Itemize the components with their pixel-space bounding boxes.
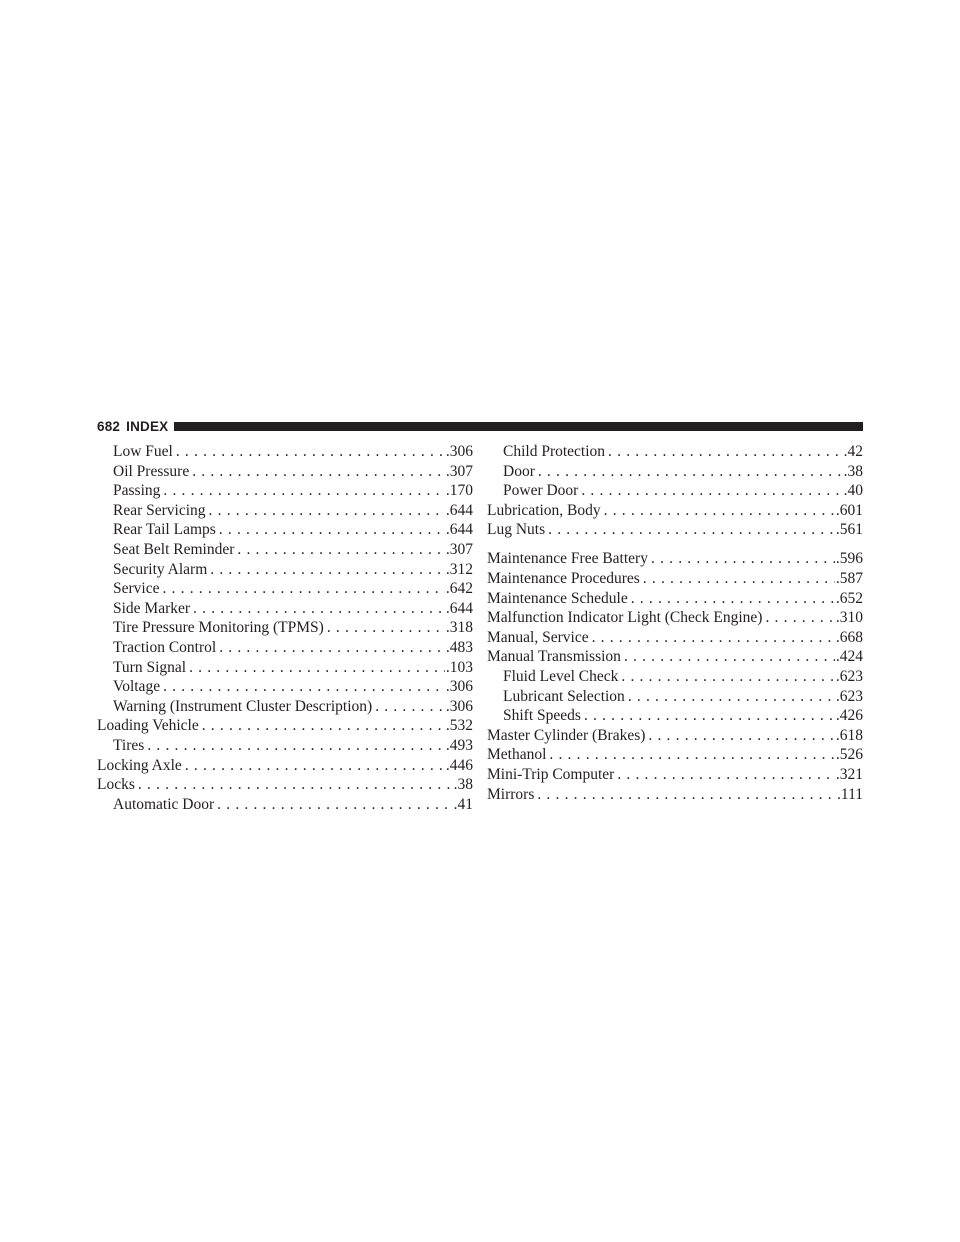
dot-leader [548, 520, 835, 540]
index-subentry [487, 481, 863, 501]
index-entry [487, 520, 863, 540]
dot-leader [162, 579, 444, 599]
index-subentry [97, 795, 473, 815]
entry-label: Door [503, 462, 535, 480]
dot-leader [217, 795, 452, 815]
dot-leader [210, 560, 445, 580]
entry-page-number: .42 [843, 443, 863, 460]
entry-label: Maintenance Free Battery [487, 550, 648, 568]
entry-label: Child Protection [503, 443, 606, 460]
entry-label: Traction Control [113, 638, 217, 656]
dot-leader [219, 520, 445, 540]
entry-page-number: .310 [835, 609, 863, 627]
dot-leader [375, 697, 445, 717]
entry-label: Locks [97, 776, 135, 794]
section-title: INDEX [126, 418, 169, 434]
index-subentry [487, 706, 863, 726]
dot-leader [584, 706, 835, 726]
entry-label: Power Door [503, 482, 579, 500]
entry-label: Locking Axle [97, 756, 182, 774]
dot-leader [624, 647, 835, 667]
entry-page-number: .307 [445, 462, 473, 480]
page-number: 682 [97, 418, 121, 434]
entry-label: Turn Signal [113, 658, 187, 676]
dot-leader [549, 745, 834, 765]
entry-page-number: .618 [835, 726, 863, 744]
entry-label: Maintenance Procedures [487, 569, 640, 587]
entry-page-number: .601 [835, 501, 863, 519]
index-subentry [487, 462, 863, 482]
entry-page-number: .483 [445, 638, 473, 656]
dot-leader [648, 726, 834, 746]
index-subentry [97, 677, 473, 697]
header-rule [174, 422, 863, 431]
entry-page-number: .644 [445, 521, 473, 539]
index-subentry [487, 442, 863, 462]
dot-leader [163, 481, 445, 501]
dot-leader [538, 462, 843, 482]
index-entry [487, 785, 863, 805]
dot-leader [147, 736, 445, 756]
index-column-right [487, 442, 863, 804]
entry-label: Automatic Door [113, 795, 215, 813]
dot-leader [193, 599, 445, 619]
entry-label: Warning (Instrument Cluster Description) [113, 697, 373, 715]
entry-label: Manual Transmission [487, 648, 621, 666]
index-subentry [97, 658, 473, 678]
entry-label: Malfunction Indicator Light (Check Engine) [487, 609, 763, 627]
entry-page-number: .318 [445, 619, 473, 637]
entry-label: Maintenance Schedule [487, 589, 628, 607]
index-subentry [97, 481, 473, 501]
dot-leader [537, 785, 836, 805]
dot-leader [631, 589, 835, 609]
index-column-left [97, 442, 473, 814]
entry-page-number: .644 [445, 599, 473, 617]
dot-leader [219, 638, 445, 658]
entry-label: Service [113, 580, 160, 598]
dot-leader [604, 501, 835, 521]
entry-page-number: .38 [843, 462, 863, 480]
entry-label: Voltage [113, 678, 161, 696]
entry-page-number: .170 [445, 482, 473, 500]
entry-page-number: .41 [453, 795, 473, 813]
entry-page-number: .642 [445, 580, 473, 598]
index-subentry [97, 736, 473, 756]
entry-page-number: .307 [445, 540, 473, 558]
index-entry [487, 569, 863, 589]
entry-label: Lubricant Selection [503, 687, 625, 705]
entry-label: Side Marker [113, 599, 191, 617]
index-entry [97, 775, 473, 795]
entry-page-number: .652 [835, 589, 863, 607]
entry-page-number: .312 [445, 560, 473, 578]
entry-page-number: .103 [445, 658, 473, 676]
dot-leader [176, 442, 445, 462]
dot-leader [189, 658, 445, 678]
entry-page-number: .561 [835, 521, 863, 539]
index-entry [97, 716, 473, 736]
entry-label: Methanol [487, 746, 547, 764]
index-subentry [97, 520, 473, 540]
entry-label: Lubrication, Body [487, 501, 601, 519]
dot-leader [138, 775, 453, 795]
entry-page-number: .306 [445, 697, 473, 715]
entry-label: Rear Tail Lamps [113, 521, 216, 539]
index-entry [487, 745, 863, 765]
entry-page-number: .532 [445, 717, 473, 735]
entry-page-number: .668 [835, 628, 863, 646]
index-entry [487, 589, 863, 609]
dot-leader [765, 608, 834, 628]
index-subentry [97, 697, 473, 717]
index-entry [487, 608, 863, 628]
dot-leader [608, 442, 843, 462]
index-subentry [97, 638, 473, 658]
entry-page-number: .306 [445, 443, 473, 460]
entry-label: Seat Belt Reminder [113, 540, 235, 558]
index-subentry [97, 618, 473, 638]
entry-page-number: .111 [837, 785, 863, 803]
dot-leader [628, 687, 835, 707]
entry-page-number: .38 [453, 776, 473, 794]
dot-leader [581, 481, 842, 501]
index-entry [97, 756, 473, 776]
entry-label: Loading Vehicle [97, 717, 199, 735]
entry-page-number: .644 [445, 501, 473, 519]
entry-label: Fluid Level Check [503, 667, 619, 685]
index-subentry [97, 442, 473, 462]
dot-leader [237, 540, 444, 560]
index-subentry [487, 667, 863, 687]
entry-label: Tires [113, 736, 145, 754]
entry-page-number: .321 [835, 765, 863, 783]
entry-page-number: .623 [835, 667, 863, 685]
entry-label: Security Alarm [113, 560, 208, 578]
dot-leader [651, 549, 835, 569]
entry-label: Lug Nuts [487, 521, 546, 539]
entry-label: Mini-Trip Computer [487, 765, 615, 783]
index-entry [487, 726, 863, 746]
dot-leader [192, 462, 445, 482]
dot-leader [592, 628, 835, 648]
index-subentry [487, 687, 863, 707]
dot-leader [202, 716, 445, 736]
entry-page-number: .306 [445, 678, 473, 696]
index-entry [487, 540, 863, 569]
index-entry [487, 765, 863, 785]
index-subentry [97, 560, 473, 580]
index-subentry [97, 599, 473, 619]
dot-leader [209, 501, 445, 521]
dot-leader [163, 677, 445, 697]
dot-leader [617, 765, 835, 785]
entry-label: Master Cylinder (Brakes) [487, 726, 646, 744]
entry-label: Passing [113, 482, 161, 500]
entry-label: Tire Pressure Monitoring (TPMS) [113, 619, 324, 637]
entry-page-number: .596 [835, 550, 863, 568]
entry-page-number: .446 [445, 756, 473, 774]
index-subentry [97, 501, 473, 521]
dot-leader [185, 756, 445, 776]
entry-page-number: .623 [835, 687, 863, 705]
entry-label: Manual, Service [487, 628, 589, 646]
entry-page-number: .40 [843, 482, 863, 500]
entry-page-number: .424 [835, 648, 863, 666]
index-entry [487, 628, 863, 648]
entry-page-number: .493 [445, 736, 473, 754]
index-subentry [97, 540, 473, 560]
dot-leader [327, 618, 445, 638]
entry-page-number: .526 [835, 746, 863, 764]
index-subentry [97, 462, 473, 482]
entry-page-number: .426 [835, 707, 863, 725]
page-header [97, 417, 863, 435]
index-subentry [97, 579, 473, 599]
dot-leader [643, 569, 835, 589]
entry-label: Shift Speeds [503, 707, 581, 725]
entry-label: Oil Pressure [113, 462, 190, 480]
entry-label: Low Fuel [113, 443, 173, 460]
dot-leader [621, 667, 835, 687]
entry-label: Mirrors [487, 785, 535, 803]
index-entry [487, 501, 863, 521]
entry-label: Rear Servicing [113, 501, 206, 519]
entry-page-number: .587 [835, 569, 863, 587]
index-entry [487, 647, 863, 667]
